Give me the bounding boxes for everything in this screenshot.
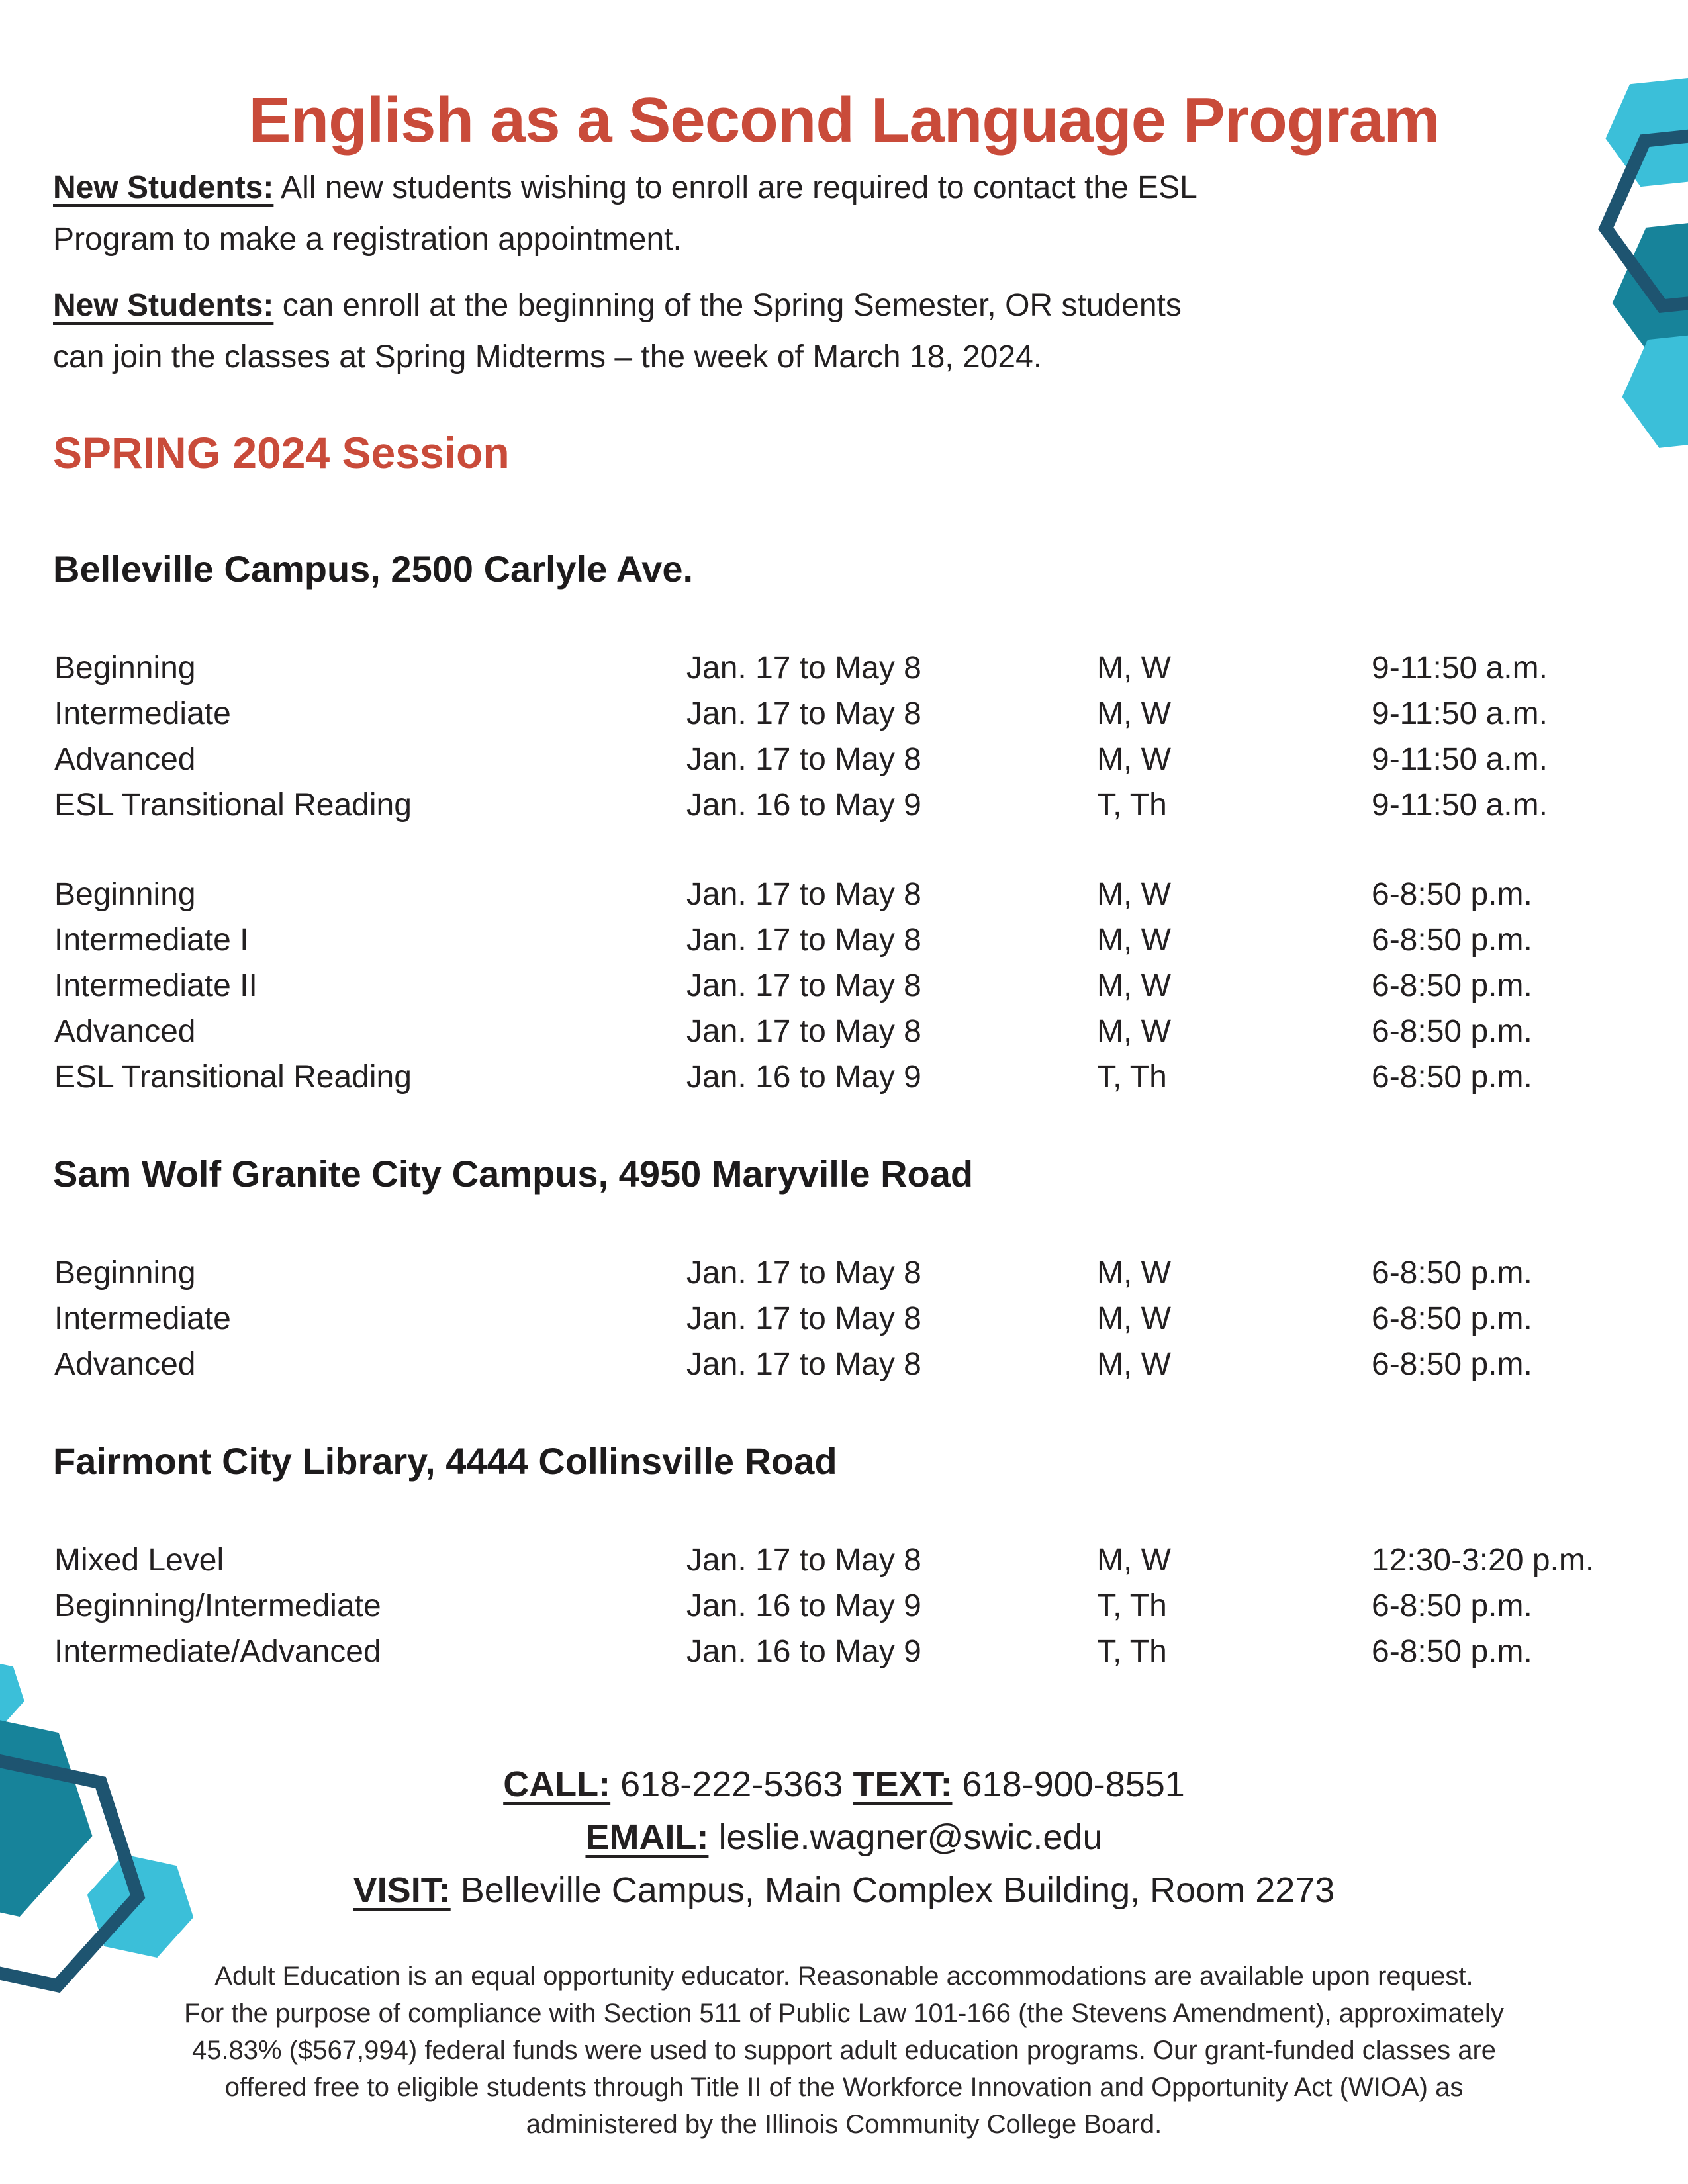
schedule-row xyxy=(0,645,1688,691)
schedule-row xyxy=(0,1537,1688,1583)
schedule-cell-time: 6-8:50 p.m. xyxy=(1372,1060,1532,1095)
schedule-cell-time: 6-8:50 p.m. xyxy=(1372,1014,1532,1049)
call-phone-number: 618-222-5363 xyxy=(620,1764,843,1804)
contact-visit-line xyxy=(0,1864,1688,1917)
schedule-cell-dates: Jan. 16 to May 9 xyxy=(686,788,921,823)
text-phone-number: 618-900-8551 xyxy=(962,1764,1185,1804)
schedule-cell-level: Intermediate xyxy=(54,1301,231,1336)
schedule-cell-time: 6-8:50 p.m. xyxy=(1372,1255,1532,1291)
schedule-cell-level: ESL Transitional Reading xyxy=(54,1060,412,1095)
schedule-group xyxy=(0,645,1688,828)
schedule-cell-days: M, W xyxy=(1097,651,1171,686)
schedule-cell-time: 6-8:50 p.m. xyxy=(1372,968,1532,1003)
new-students-label: New Students: xyxy=(53,170,274,205)
schedule-cell-days: M, W xyxy=(1097,1301,1171,1336)
schedule-cell-days: T, Th xyxy=(1097,1588,1167,1623)
location-heading: Sam Wolf Granite City Campus, 4950 Maryville Road xyxy=(53,1153,974,1195)
schedule-cell-time: 9-11:50 a.m. xyxy=(1372,788,1548,823)
schedule-group xyxy=(0,1250,1688,1387)
schedule-row xyxy=(0,963,1688,1009)
location-heading: Belleville Campus, 2500 Carlyle Ave. xyxy=(53,548,694,590)
schedule-cell-days: M, W xyxy=(1097,1255,1171,1291)
schedule-group xyxy=(0,1537,1688,1674)
footer-line: For the purpose of compliance with Section 511 of Public Law 101-166 (the Stevens Amendment), approximately xyxy=(184,1999,1504,2028)
intro-paragraph-1 xyxy=(53,162,1575,265)
schedule-cell-time: 6-8:50 p.m. xyxy=(1372,1347,1532,1382)
new-students-label: New Students: xyxy=(53,288,274,323)
intro-text: can enroll at the beginning of the Spring Semester, OR students xyxy=(273,288,1182,323)
location-heading: Fairmont City Library, 4444 Collinsville Road xyxy=(53,1440,837,1482)
schedule-cell-time: 9-11:50 a.m. xyxy=(1372,651,1548,686)
schedule-row xyxy=(0,872,1688,917)
intro-paragraph-2 xyxy=(53,280,1575,383)
schedule-cell-time: 9-11:50 a.m. xyxy=(1372,742,1548,777)
schedule-cell-level: Advanced xyxy=(54,1014,196,1049)
schedule-cell-time: 6-8:50 p.m. xyxy=(1372,1588,1532,1623)
schedule-cell-level: Beginning xyxy=(54,651,196,686)
contact-call-text-line xyxy=(0,1758,1688,1811)
schedule-row xyxy=(0,1296,1688,1342)
page-title: English as a Second Language Program xyxy=(248,85,1440,156)
call-label: CALL: xyxy=(503,1764,611,1804)
schedule-cell-days: T, Th xyxy=(1097,788,1167,823)
schedule-row xyxy=(0,1583,1688,1629)
schedule-cell-days: M, W xyxy=(1097,1347,1171,1382)
schedule-cell-days: M, W xyxy=(1097,1014,1171,1049)
visit-address: Belleville Campus, Main Complex Building, Room 2273 xyxy=(460,1870,1335,1910)
schedule-row xyxy=(0,1342,1688,1387)
schedule-cell-dates: Jan. 17 to May 8 xyxy=(686,968,921,1003)
schedule-row xyxy=(0,691,1688,737)
schedule-cell-level: Advanced xyxy=(54,1347,196,1382)
schedule-cell-level: Beginning xyxy=(54,1255,196,1291)
schedule-cell-level: Intermediate I xyxy=(54,923,249,958)
schedule-cell-dates: Jan. 17 to May 8 xyxy=(686,1347,921,1382)
schedule-cell-level: Mixed Level xyxy=(54,1543,224,1578)
schedule-cell-level: ESL Transitional Reading xyxy=(54,788,412,823)
schedule-group xyxy=(0,872,1688,1100)
schedule-cell-level: Beginning xyxy=(54,877,196,912)
schedule-cell-level: Beginning/Intermediate xyxy=(54,1588,381,1623)
schedule-cell-time: 6-8:50 p.m. xyxy=(1372,1301,1532,1336)
schedule-cell-time: 6-8:50 p.m. xyxy=(1372,1634,1532,1669)
schedule-row xyxy=(0,737,1688,782)
schedule-cell-time: 9-11:50 a.m. xyxy=(1372,696,1548,731)
schedule-cell-dates: Jan. 17 to May 8 xyxy=(686,696,921,731)
compliance-footer xyxy=(50,1958,1638,2143)
schedule-cell-days: T, Th xyxy=(1097,1634,1167,1669)
schedule-cell-level: Intermediate xyxy=(54,696,231,731)
schedule-cell-days: T, Th xyxy=(1097,1060,1167,1095)
schedule-cell-days: M, W xyxy=(1097,877,1171,912)
contact-block xyxy=(0,1758,1688,1917)
schedule-cell-dates: Jan. 16 to May 9 xyxy=(686,1588,921,1623)
schedule-cell-dates: Jan. 17 to May 8 xyxy=(686,923,921,958)
schedule-cell-dates: Jan. 17 to May 8 xyxy=(686,1301,921,1336)
schedule-row xyxy=(0,1250,1688,1296)
footer-line: administered by the Illinois Community College Board. xyxy=(526,2110,1162,2139)
schedule-cell-dates: Jan. 16 to May 9 xyxy=(686,1634,921,1669)
footer-line: Adult Education is an equal opportunity educator. Reasonable accommodations are available upon request. xyxy=(214,1962,1474,1991)
schedule-cell-days: M, W xyxy=(1097,696,1171,731)
schedule-cell-dates: Jan. 17 to May 8 xyxy=(686,877,921,912)
text-label: TEXT: xyxy=(853,1764,953,1804)
schedule-cell-level: Advanced xyxy=(54,742,196,777)
schedule-cell-dates: Jan. 17 to May 8 xyxy=(686,1014,921,1049)
intro-text: can join the classes at Spring Midterms – the week of March 18, 2024. xyxy=(53,340,1043,375)
schedule-row xyxy=(0,1009,1688,1054)
footer-line: 45.83% ($567,994) federal funds were used to support adult education programs. Our grant-funded classes are xyxy=(191,2036,1497,2065)
schedule-row xyxy=(0,1054,1688,1100)
schedule-row xyxy=(0,782,1688,828)
schedule-cell-time: 6-8:50 p.m. xyxy=(1372,877,1532,912)
intro-text: All new students wishing to enroll are required to contact the ESL xyxy=(273,170,1197,205)
schedule-cell-days: M, W xyxy=(1097,923,1171,958)
schedule-cell-dates: Jan. 17 to May 8 xyxy=(686,1255,921,1291)
schedule-cell-time: 6-8:50 p.m. xyxy=(1372,923,1532,958)
schedule-cell-level: Intermediate II xyxy=(54,968,258,1003)
email-address: leslie.wagner@swic.edu xyxy=(718,1817,1103,1857)
email-label: EMAIL: xyxy=(585,1817,709,1857)
schedule-cell-days: M, W xyxy=(1097,1543,1171,1578)
schedule-row xyxy=(0,917,1688,963)
schedule-cell-time: 12:30-3:20 p.m. xyxy=(1372,1543,1595,1578)
schedule-cell-dates: Jan. 17 to May 8 xyxy=(686,742,921,777)
schedule xyxy=(0,547,1688,1674)
schedule-cell-days: M, W xyxy=(1097,968,1171,1003)
schedule-cell-dates: Jan. 17 to May 8 xyxy=(686,651,921,686)
schedule-cell-dates: Jan. 17 to May 8 xyxy=(686,1543,921,1578)
visit-label: VISIT: xyxy=(353,1870,451,1910)
schedule-cell-level: Intermediate/Advanced xyxy=(54,1634,381,1669)
intro-text: Program to make a registration appointment. xyxy=(53,222,682,257)
schedule-row xyxy=(0,1629,1688,1674)
schedule-cell-dates: Jan. 16 to May 9 xyxy=(686,1060,921,1095)
schedule-cell-days: M, W xyxy=(1097,742,1171,777)
contact-email-line xyxy=(0,1811,1688,1864)
session-heading: SPRING 2024 Session xyxy=(53,428,510,477)
footer-line: offered free to eligible students through Title II of the Workforce Innovation and Opportunity Act (WIOA) as xyxy=(224,2073,1464,2102)
